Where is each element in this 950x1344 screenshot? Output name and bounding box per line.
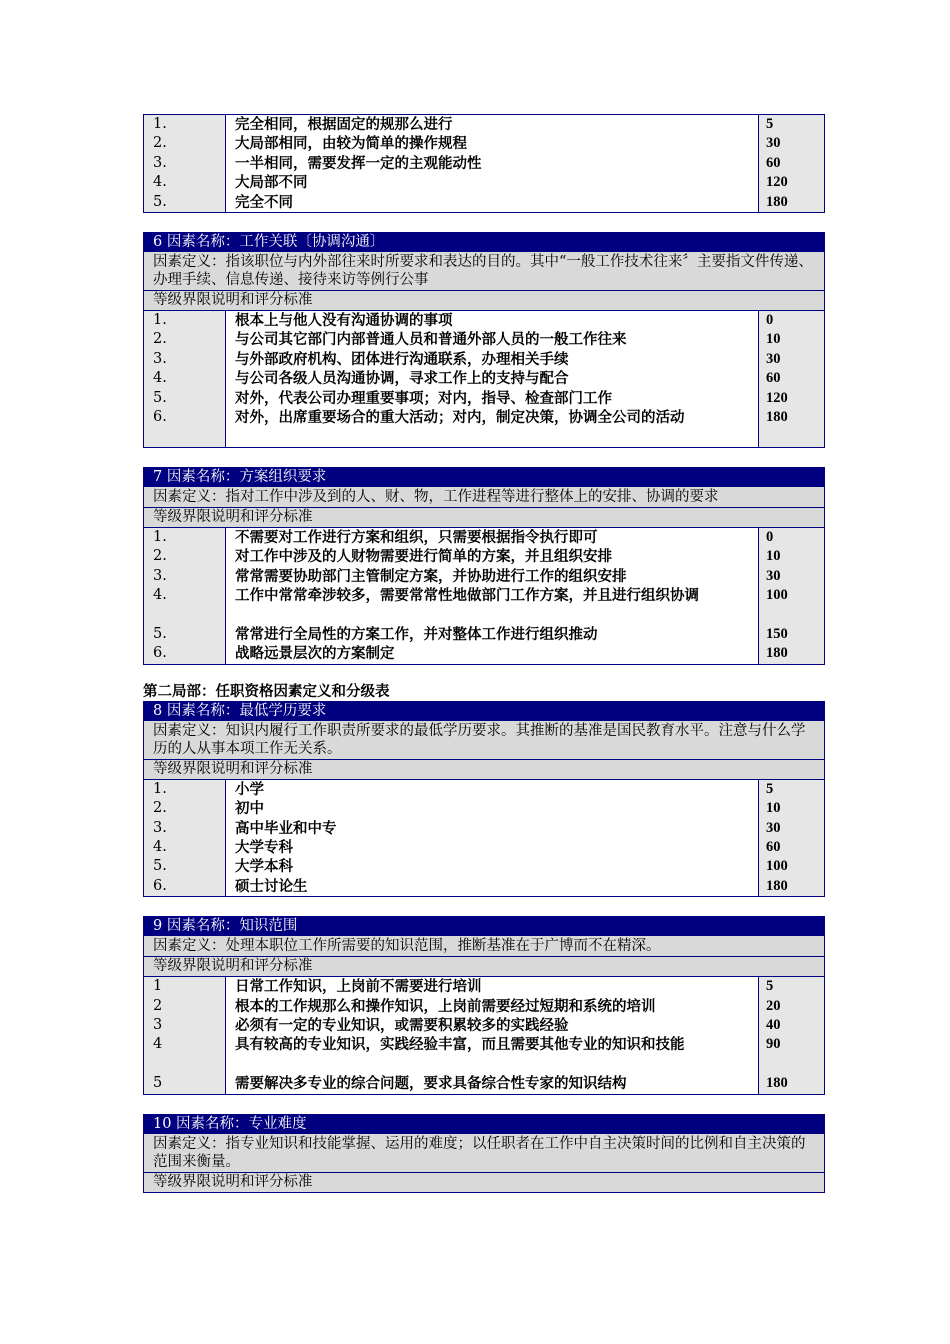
- factor-title: 10 因素名称：专业难度: [144, 1115, 824, 1134]
- level-number: 2.: [153, 135, 167, 152]
- level-number: 5.: [153, 858, 167, 875]
- factor-title: 9 因素名称：知识范围: [144, 917, 824, 936]
- factor5-table: [143, 114, 825, 213]
- level-score-column: [759, 311, 824, 447]
- level-score: 5: [766, 780, 774, 797]
- level-number: 1.: [153, 312, 167, 329]
- level-number: 2.: [153, 331, 167, 348]
- level-number: 3.: [153, 567, 167, 584]
- level-number: 2: [153, 997, 163, 1014]
- level-score-column: [759, 977, 824, 1093]
- level-score: 60: [766, 154, 781, 171]
- level-description: 对外，出席重要场合的重大活动；对内，制定决策，协调全公司的活动: [235, 409, 685, 427]
- level-number: 1.: [153, 116, 167, 132]
- level-score: 40: [766, 1016, 781, 1033]
- level-description: 大学本科: [235, 858, 293, 876]
- factor-subtitle: 等级界限说明和评分标准: [144, 291, 824, 311]
- factor-title: 7 因素名称：方案组织要求: [144, 468, 824, 487]
- level-number-column: [144, 115, 226, 212]
- factor7-table: [143, 467, 825, 665]
- level-description: 必须有一定的专业知识，或需要积累较多的实践经验: [235, 1016, 569, 1034]
- level-description: 一半相同，需要发挥一定的主观能动性: [235, 154, 482, 172]
- factor6-rows: [144, 311, 824, 447]
- level-score-column: [759, 780, 824, 896]
- level-number: 1.: [153, 528, 167, 545]
- level-description: 日常工作知识，上岗前不需要进行培训: [235, 978, 482, 996]
- factor-definition: 因素定义：指对工作中涉及到的人、财、物，工作进程等进行整体上的安排、协调的要求: [144, 487, 824, 508]
- level-score: 20: [766, 997, 781, 1014]
- factor7-rows: [144, 528, 824, 664]
- section-heading: 第二局部：任职资格因素定义和分级表: [143, 682, 390, 700]
- level-number: 3.: [153, 350, 167, 367]
- factor9-rows: [144, 977, 824, 1093]
- level-score: 180: [766, 193, 788, 210]
- level-description: 大局部相同，由较为简单的操作规程: [235, 135, 467, 153]
- level-description: 需要解决多专业的综合问题，要求具备综合性专家的知识结构: [235, 1075, 627, 1093]
- level-number: 6.: [153, 409, 167, 426]
- level-description: 不需要对工作进行方案和组织，只需要根据指令执行即可: [235, 528, 598, 546]
- level-score: 100: [766, 587, 788, 604]
- level-number: 4.: [153, 587, 167, 604]
- level-number: 6.: [153, 877, 167, 894]
- level-description: 小学: [235, 780, 264, 798]
- level-score: 10: [766, 331, 781, 348]
- level-description: 大局部不同: [235, 174, 308, 192]
- level-score: 30: [766, 819, 781, 836]
- level-number: 1.: [153, 780, 167, 797]
- level-score-column: [759, 115, 824, 212]
- level-score: 100: [766, 858, 788, 875]
- level-score: 120: [766, 389, 788, 406]
- document-page: [143, 114, 825, 1212]
- level-description: 高中毕业和中专: [235, 819, 337, 837]
- factor-subtitle: 等级界限说明和评分标准: [144, 957, 824, 977]
- level-score: 10: [766, 800, 781, 817]
- factor-definition: 因素定义：指专业知识和技能掌握、运用的难度；以任职者在工作中自主决策时间的比例和自主决策的范围来衡量。: [144, 1134, 824, 1173]
- level-description: 与公司其它部门内部普通人员和普通外部人员的一般工作往来: [235, 331, 627, 349]
- level-description-column: [226, 977, 759, 1093]
- level-number: 4: [153, 1036, 163, 1053]
- level-description: 常常需要协助部门主管制定方案，并协助进行工作的组织安排: [235, 567, 627, 585]
- factor8-table: [143, 701, 825, 897]
- level-number: 3: [153, 1016, 163, 1033]
- level-number: 5: [153, 1075, 163, 1092]
- level-description: 工作中常常牵涉较多，需要常常性地做部门工作方案，并且进行组织协调: [235, 587, 699, 605]
- factor-definition: 因素定义：指该职位与内外部往来时所要求和表达的目的。其中“一般工作技术往来〞主要指文件传递、办理手续、信息传递、接待来访等例行公事: [144, 252, 824, 291]
- level-number: 5.: [153, 389, 167, 406]
- level-score: 30: [766, 135, 781, 152]
- factor9-table: [143, 916, 825, 1094]
- factor-subtitle: 等级界限说明和评分标准: [144, 760, 824, 780]
- level-description-column: [226, 115, 759, 212]
- level-score: 60: [766, 838, 781, 855]
- level-description: 硕士讨论生: [235, 877, 308, 895]
- level-score: 0: [766, 312, 774, 329]
- factor5-rows: [144, 115, 824, 212]
- level-number-column: [144, 311, 226, 447]
- factor-definition: 因素定义：处理本职位工作所需要的知识范围，推断基准在于广博而不在精深。: [144, 936, 824, 957]
- level-description: 初中: [235, 800, 264, 818]
- level-score: 30: [766, 350, 781, 367]
- factor10-table: [143, 1114, 825, 1193]
- level-score: 180: [766, 1075, 788, 1092]
- level-score: 120: [766, 174, 788, 191]
- factor-subtitle: 等级界限说明和评分标准: [144, 1173, 824, 1192]
- level-number-column: [144, 780, 226, 896]
- factor-title: 8 因素名称：最低学历要求: [144, 702, 824, 721]
- level-score: 150: [766, 625, 788, 642]
- level-description: 根本的工作规那么和操作知识，上岗前需要经过短期和系统的培训: [235, 997, 656, 1015]
- level-description: 根本上与他人没有沟通协调的事项: [235, 312, 453, 330]
- level-number: 5.: [153, 193, 167, 210]
- level-description: 完全相同，根据固定的规那么进行: [235, 116, 453, 133]
- factor-subtitle: 等级界限说明和评分标准: [144, 508, 824, 528]
- level-description: 与公司各级人员沟通协调，寻求工作上的支持与配合: [235, 370, 569, 388]
- factor-definition: 因素定义：知识内履行工作职责所要求的最低学历要求。其推断的基准是国民教育水平。注意与什么学历的人从事本项工作无关系。: [144, 721, 824, 760]
- level-number-column: [144, 977, 226, 1093]
- level-number: 5.: [153, 625, 167, 642]
- level-number: 4.: [153, 174, 167, 191]
- level-number: 2.: [153, 800, 167, 817]
- level-description: 战略远景层次的方案制定: [235, 645, 395, 663]
- level-description: 完全不同: [235, 193, 293, 211]
- factor8-rows: [144, 780, 824, 896]
- level-score: 60: [766, 370, 781, 387]
- level-description-column: [226, 311, 759, 447]
- level-score: 30: [766, 567, 781, 584]
- level-description: 对工作中涉及的人财物需要进行简单的方案，并且组织安排: [235, 548, 612, 566]
- level-number: 6.: [153, 645, 167, 662]
- level-score: 10: [766, 548, 781, 565]
- level-description: 对外，代表公司办理重要事项；对内，指导、检查部门工作: [235, 389, 612, 407]
- level-score-column: [759, 528, 824, 664]
- level-description: 与外部政府机构、团体进行沟通联系，办理相关手续: [235, 350, 569, 368]
- factor-title: 6 因素名称：工作关联〔协调沟通〕: [144, 233, 824, 252]
- level-description: 常常进行全局性的方案工作，并对整体工作进行组织推动: [235, 625, 598, 643]
- level-score: 90: [766, 1036, 781, 1053]
- level-number: 3.: [153, 154, 167, 171]
- level-number: 2.: [153, 548, 167, 565]
- level-score: 180: [766, 877, 788, 894]
- level-number: 3.: [153, 819, 167, 836]
- level-score: 0: [766, 528, 774, 545]
- level-number: 4.: [153, 370, 167, 387]
- factor6-table: [143, 232, 825, 448]
- level-number: 1: [153, 978, 163, 995]
- level-score: 5: [766, 116, 774, 132]
- level-number: 4.: [153, 838, 167, 855]
- level-description-column: [226, 528, 759, 664]
- level-description: 大学专科: [235, 838, 293, 856]
- level-number-column: [144, 528, 226, 664]
- level-description: 具有较高的专业知识，实践经验丰富，而且需要其他专业的知识和技能: [235, 1036, 685, 1054]
- level-description-column: [226, 780, 759, 896]
- level-score: 180: [766, 645, 788, 662]
- level-score: 5: [766, 978, 774, 995]
- level-score: 180: [766, 409, 788, 426]
